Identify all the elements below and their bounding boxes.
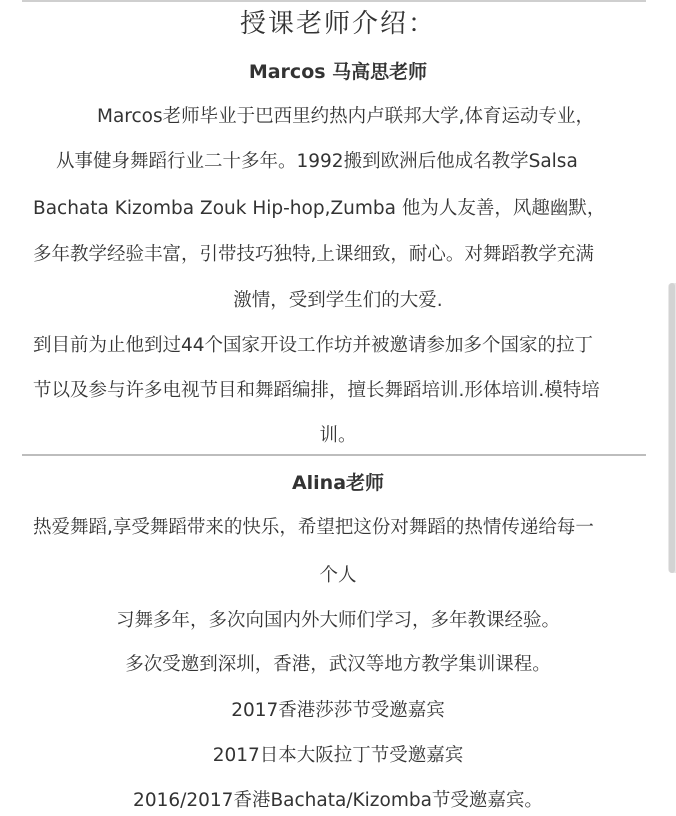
section-divider	[22, 454, 646, 456]
marcos-heading: Marcos 马高思老师	[248, 61, 428, 83]
marcos-line-1: Marcos老师毕业于巴西里约热内卢联邦大学,体育运动专业，	[97, 106, 595, 127]
marcos-line-3: Bachata Kizomba Zouk Hip-hop,Zumba 他为人友善，风趣幽默，	[33, 198, 606, 219]
marcos-line-6: 到目前为止他到过44个国家开设工作坊并被邀请参加多个国家的拉丁	[33, 335, 594, 356]
scrollbar-thumb[interactable]	[669, 283, 675, 573]
alina-line-1: 热爱舞蹈,享受舞蹈带来的快乐，希望把这份对舞蹈的热情传递给每一	[33, 517, 594, 538]
alina-line-5: 2017香港莎莎节受邀嘉宾	[231, 700, 445, 721]
alina-line-3: 习舞多年，多次向国内外大师们学习，多年教课经验。	[115, 610, 560, 631]
scrollbar-track[interactable]	[668, 283, 676, 573]
marcos-line-8: 训。	[319, 425, 357, 446]
marcos-line-7: 节以及参与许多电视节目和舞蹈编排，擅长舞蹈培训.形体培训.模特培	[33, 380, 600, 401]
marcos-line-2: 从事健身舞蹈行业二十多年。1992搬到欧洲后他成名教学Salsa	[56, 151, 578, 172]
marcos-line-5: 激情，受到学生们的大爱.	[233, 290, 443, 311]
top-divider	[22, 0, 646, 2]
page-title: 授课老师介绍：	[239, 9, 436, 39]
alina-line-2: 个人	[319, 565, 357, 586]
alina-line-7: 2016/2017香港Bachata/Kizomba节受邀嘉宾。	[133, 790, 543, 811]
alina-line-6: 2017日本大阪拉丁节受邀嘉宾	[212, 745, 464, 766]
alina-heading: Alina老师	[291, 472, 385, 494]
marcos-line-4: 多年教学经验丰富，引带技巧独特,上课细致，耐心。对舞蹈教学充满	[33, 244, 594, 265]
alina-line-4: 多次受邀到深圳，香港，武汉等地方教学集训课程。	[125, 654, 551, 675]
